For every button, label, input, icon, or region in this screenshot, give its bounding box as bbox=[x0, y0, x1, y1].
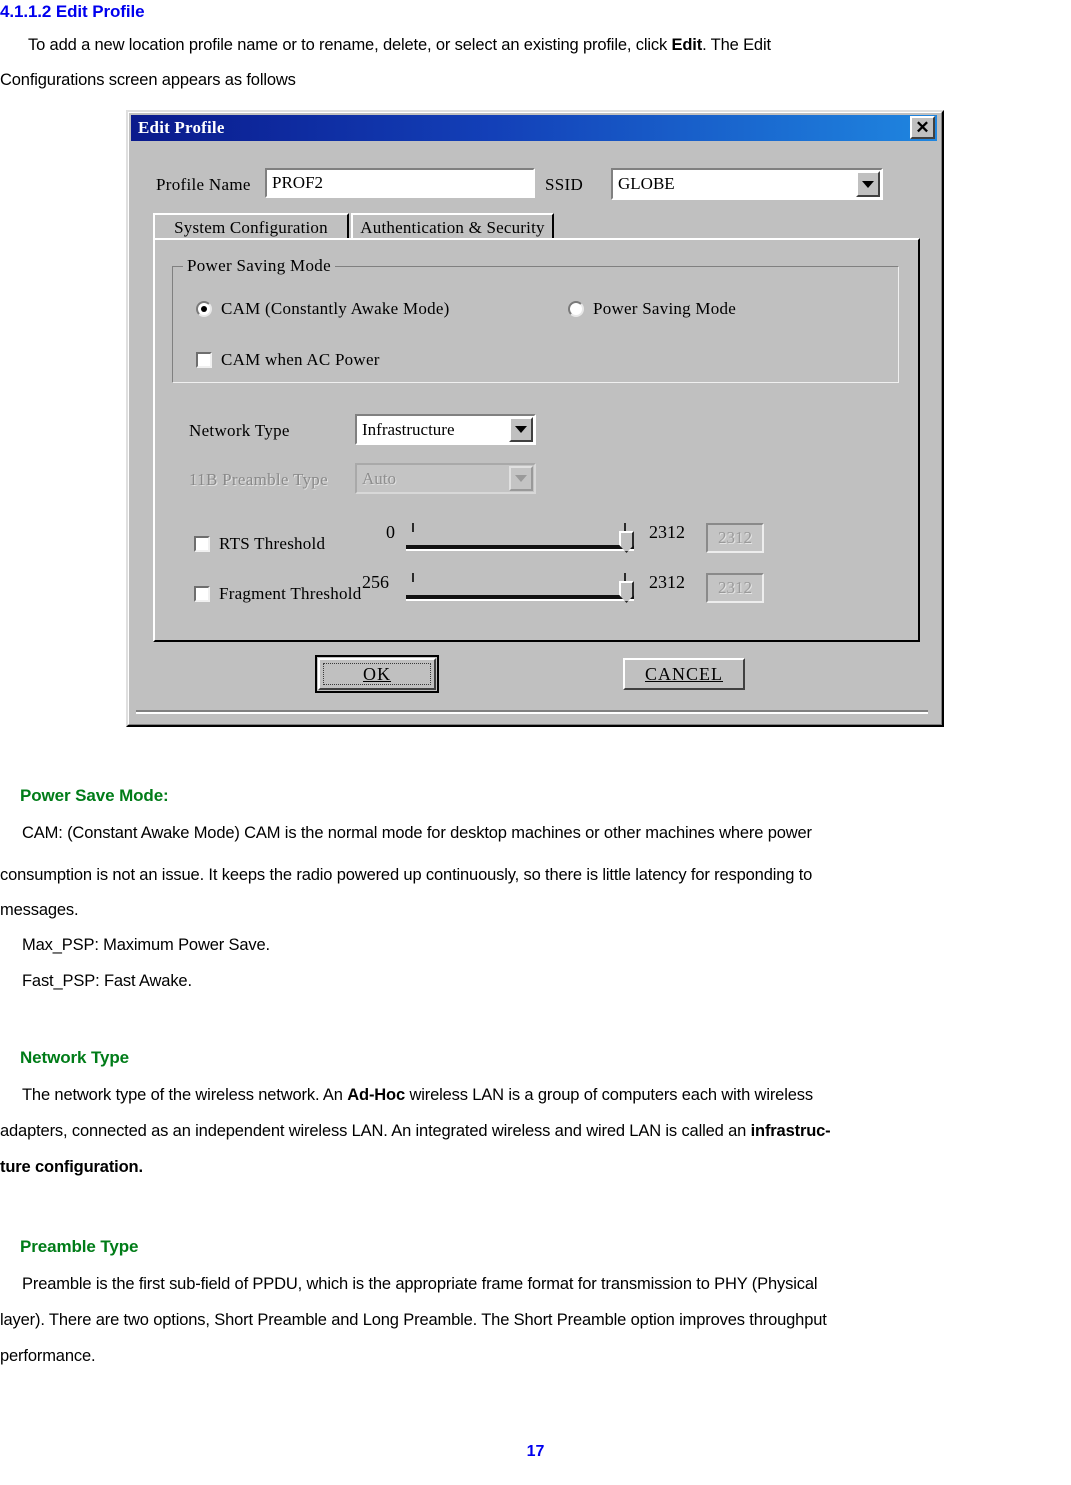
profile-name-label: Profile Name bbox=[156, 175, 251, 194]
intro-text-a: To add a new location profile name or to rename, delete, or select an existing profile, click bbox=[28, 36, 672, 54]
edit-profile-dialog bbox=[126, 110, 944, 727]
dialog-title: Edit Profile bbox=[138, 118, 225, 137]
network-type-text-b: wireless LAN is a group of computers each with wireless bbox=[405, 1086, 813, 1104]
fragment-threshold-label: Fragment Threshold bbox=[219, 584, 362, 603]
checkbox-cam-ac-indicator[interactable] bbox=[196, 352, 212, 368]
power-saving-mode-group-title: Power Saving Mode bbox=[183, 256, 335, 276]
intro-paragraph-line-2: Configurations screen appears as follows bbox=[0, 71, 296, 89]
dialog-bottom-divider bbox=[136, 710, 928, 714]
power-save-line-5: Fast_PSP: Fast Awake. bbox=[22, 972, 192, 990]
intro-text-b: . The Edit bbox=[702, 36, 771, 54]
network-type-line-3 bbox=[0, 1158, 143, 1177]
radio-power-saving-mode-label: Power Saving Mode bbox=[593, 299, 737, 318]
dialog-titlebar bbox=[131, 115, 937, 141]
network-type-line-1 bbox=[22, 1086, 813, 1105]
cancel-button[interactable] bbox=[623, 658, 745, 690]
slider-tick-max bbox=[624, 523, 626, 532]
chevron-down-icon bbox=[509, 466, 533, 491]
tab-system-configuration[interactable]: System Configuration bbox=[153, 213, 349, 240]
power-save-line-4: Max_PSP: Maximum Power Save. bbox=[22, 936, 270, 954]
slider-track[interactable] bbox=[406, 545, 634, 551]
network-type-adhoc: Ad-Hoc bbox=[347, 1086, 406, 1104]
ssid-value: GLOBE bbox=[618, 174, 675, 193]
ok-focus-ring bbox=[323, 663, 431, 685]
preamble-type-value: Auto bbox=[362, 468, 396, 488]
checkbox-rts-indicator[interactable] bbox=[194, 536, 210, 552]
close-icon[interactable]: ✕ bbox=[910, 116, 935, 139]
preamble-line-3: performance. bbox=[0, 1347, 96, 1365]
network-type-infrastruc: infrastruc- bbox=[750, 1122, 831, 1140]
ok-button-label: OK bbox=[363, 663, 391, 684]
slider-track[interactable] bbox=[406, 595, 634, 601]
page-number: 17 bbox=[526, 1443, 545, 1460]
preamble-type-label: 11B Preamble Type bbox=[189, 470, 328, 489]
radio-power-saving-mode[interactable] bbox=[568, 299, 736, 319]
checkbox-cam-ac-label: CAM when AC Power bbox=[221, 350, 380, 369]
fragment-max-value: 2312 bbox=[649, 572, 685, 592]
preamble-line-1: Preamble is the first sub-field of PPDU, which is the appropriate frame format for transmission to PHY (Physical bbox=[22, 1275, 818, 1293]
power-save-line-1: CAM: (Constant Awake Mode) CAM is the normal mode for desktop machines or other machines where power bbox=[22, 824, 812, 842]
slider-tick-max bbox=[624, 573, 626, 582]
section-heading-preamble-type: Preamble Type bbox=[20, 1237, 139, 1256]
chevron-down-icon[interactable] bbox=[509, 417, 533, 442]
radio-cam-label: CAM (Constantly Awake Mode) bbox=[221, 299, 450, 318]
profile-name-input[interactable]: PROF2 bbox=[265, 168, 535, 198]
section-heading-network-type: Network Type bbox=[20, 1048, 130, 1067]
intro-paragraph-line-1 bbox=[0, 36, 771, 55]
radio-cam-indicator[interactable] bbox=[196, 301, 212, 317]
slider-tick-min bbox=[412, 523, 414, 532]
network-type-value: Infrastructure bbox=[362, 419, 455, 439]
tab-authentication-security[interactable]: Authentication & Security bbox=[351, 213, 554, 240]
checkbox-rts-threshold[interactable] bbox=[194, 534, 325, 554]
chevron-down-icon[interactable] bbox=[856, 171, 880, 197]
checkbox-fragment-threshold[interactable] bbox=[194, 584, 362, 604]
ssid-combobox[interactable] bbox=[611, 168, 883, 200]
network-type-text-a: The network type of the wireless network. An bbox=[22, 1086, 348, 1104]
network-type-line-2 bbox=[0, 1122, 831, 1141]
power-save-line-2: consumption is not an issue. It keeps the radio powered up continuously, so there is little latency for responding to bbox=[0, 866, 813, 884]
fragment-threshold-value-box: 2312 bbox=[706, 573, 764, 603]
preamble-type-combobox bbox=[355, 463, 536, 494]
checkbox-cam-when-ac-power[interactable] bbox=[196, 350, 380, 370]
ssid-label: SSID bbox=[545, 175, 584, 194]
preamble-line-2: layer). There are two options, Short Preamble and Long Preamble. The Short Preamble option improves throughput bbox=[0, 1311, 827, 1329]
rts-threshold-value-box: 2312 bbox=[706, 523, 764, 553]
power-save-line-3: messages. bbox=[0, 901, 79, 919]
fragment-min-value: 256 bbox=[362, 572, 389, 592]
page-title: 4.1.1.2 Edit Profile bbox=[0, 2, 145, 21]
rts-min-value: 0 bbox=[386, 522, 395, 542]
rts-threshold-label: RTS Threshold bbox=[219, 534, 326, 553]
network-type-text-c: adapters, connected as an independent wireless LAN. An integrated wireless and wired LAN is called an bbox=[0, 1122, 751, 1140]
intro-text-bold: Edit bbox=[671, 36, 703, 54]
section-heading-power-save-mode: Power Save Mode: bbox=[20, 786, 169, 805]
fragment-threshold-slider[interactable] bbox=[406, 573, 634, 607]
network-type-ture-config: ture configuration. bbox=[0, 1158, 143, 1176]
network-type-combobox[interactable] bbox=[355, 414, 536, 445]
radio-power-saving-mode-indicator[interactable] bbox=[568, 301, 584, 317]
network-type-label: Network Type bbox=[189, 421, 290, 440]
radio-cam[interactable] bbox=[196, 299, 450, 319]
rts-threshold-slider[interactable] bbox=[406, 523, 634, 557]
cancel-button-label: CANCEL bbox=[645, 663, 723, 684]
checkbox-fragment-indicator[interactable] bbox=[194, 586, 210, 602]
ok-button[interactable] bbox=[318, 658, 436, 690]
slider-tick-min bbox=[412, 573, 414, 582]
rts-max-value: 2312 bbox=[649, 522, 685, 542]
